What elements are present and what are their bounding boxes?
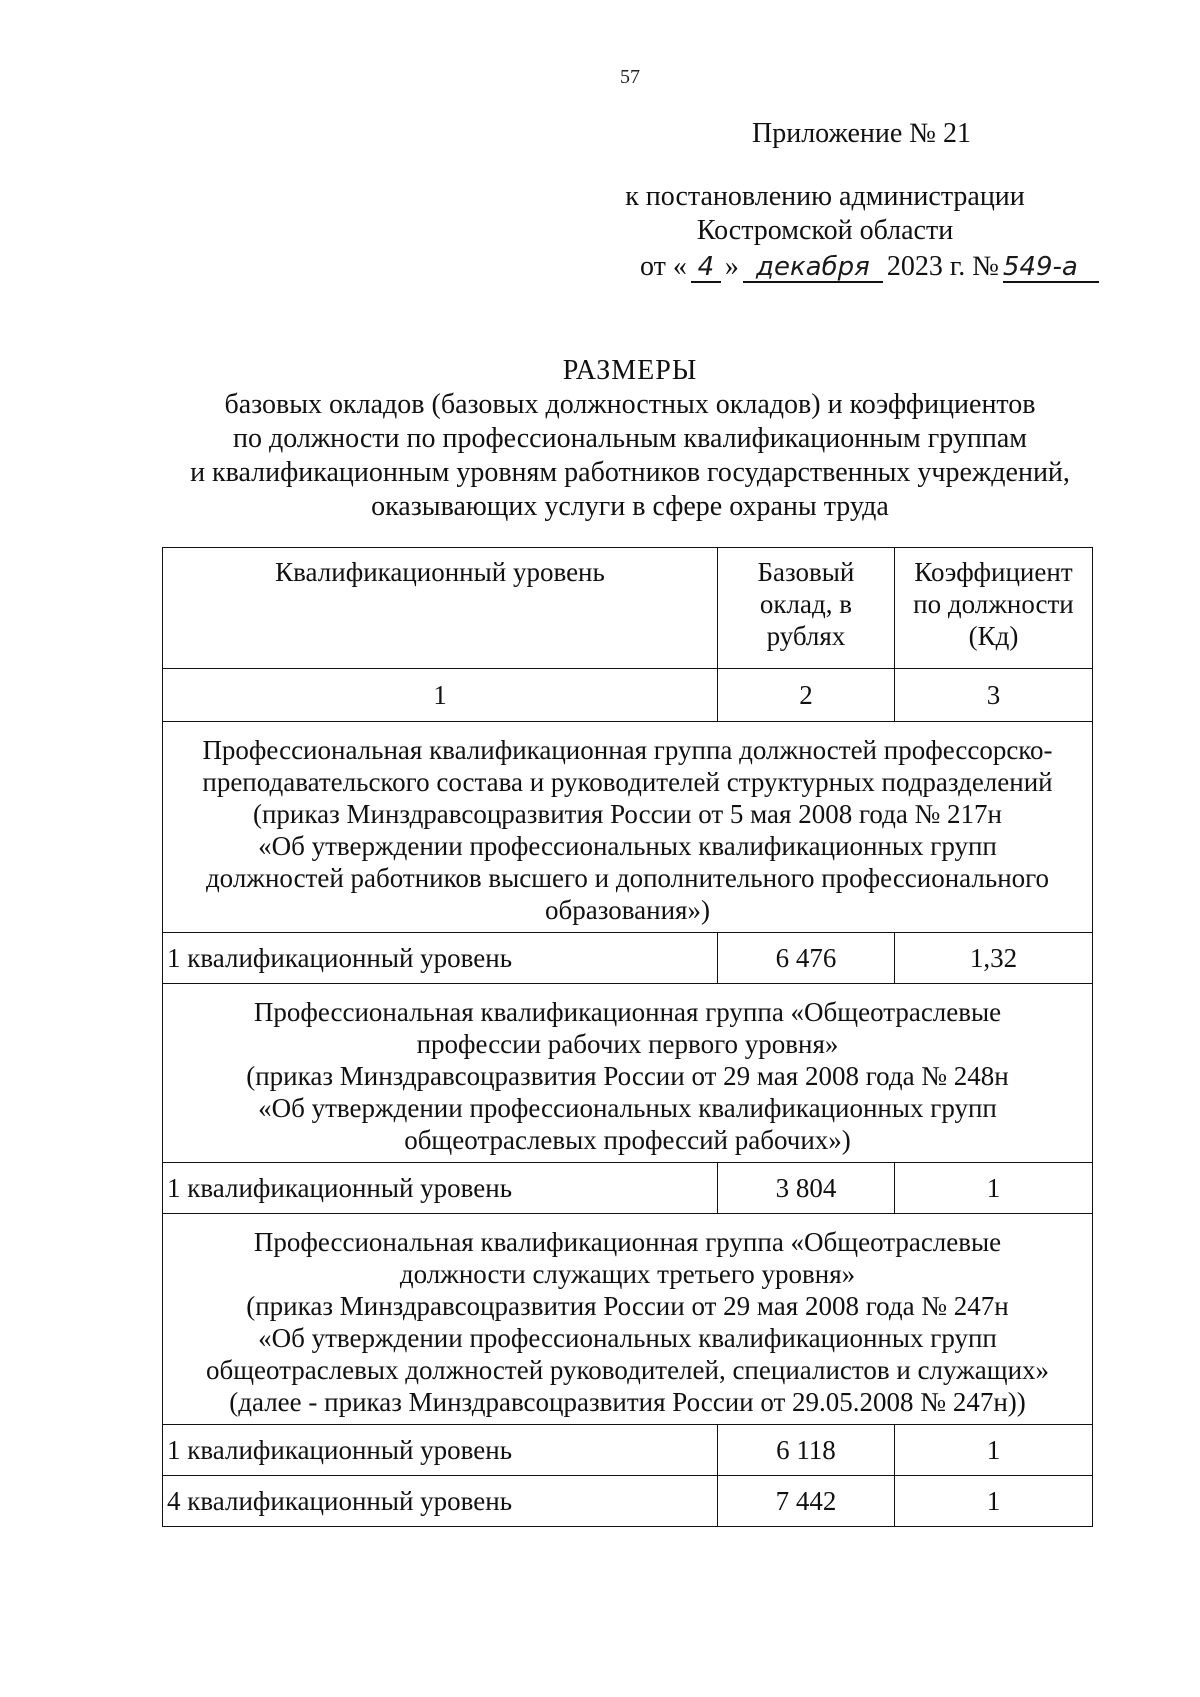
date-year: 2023 г. №: [886, 251, 999, 282]
subtitle-line: и квалификационным уровням работников государственных учреждений,: [190, 457, 1070, 488]
position-coefficient: 1,32: [894, 933, 1092, 984]
table-row: [163, 1476, 1093, 1527]
header-salary-line: рублях: [766, 621, 846, 651]
base-salary: 7 442: [717, 1476, 894, 1527]
header-level: Квалификационный уровень: [163, 548, 718, 669]
date-prefix: от «: [640, 251, 687, 282]
column-number-row: [163, 669, 1093, 722]
subtitle-line: базовых окладов (базовых должностных окладов) и коэффициентов: [224, 389, 1036, 420]
group-title-line: «Об утверждении профессиональных квалификационных групп: [258, 831, 997, 861]
group-title-line: образования»): [545, 895, 710, 925]
group-title-line: (приказ Минздравсоцразвития России от 29 мая 2008 года № 247н: [246, 1291, 1009, 1321]
group-row: [163, 722, 1093, 933]
qualification-level: 4 квалификационный уровень: [163, 1476, 718, 1527]
appendix-title: Приложение № 21: [752, 118, 971, 149]
group-title: [163, 1214, 1093, 1425]
position-coefficient: 1: [894, 1425, 1092, 1476]
group-title-line: (приказ Минздравсоцразвития России от 29 мая 2008 года № 248н: [246, 1061, 1009, 1091]
table-row: [163, 1425, 1093, 1476]
group-title-line: общеотраслевых профессий рабочих»): [404, 1125, 851, 1155]
column-number: 2: [717, 669, 894, 722]
qualification-level: 1 квалификационный уровень: [163, 1163, 718, 1214]
group-title: [163, 984, 1093, 1163]
document-subtitle: [160, 388, 1100, 524]
header-coefficient: [894, 548, 1092, 669]
column-number: 3: [894, 669, 1092, 722]
handwritten-month: декабря: [743, 253, 883, 283]
group-title: [163, 722, 1093, 933]
group-row: [163, 984, 1093, 1163]
subtitle-line: оказывающих услуги в сфере охраны труда: [371, 491, 889, 522]
base-salary: 6 476: [717, 933, 894, 984]
header-coef-line: по должности: [913, 589, 1074, 619]
group-title-line: Профессиональная квалификационная группа «Общеотраслевые: [253, 1227, 1002, 1257]
group-title-line: общеотраслевых должностей руководителей, специалистов и служащих»: [205, 1355, 1050, 1385]
header-salary-line: оклад, в: [759, 589, 852, 619]
column-number: 1: [163, 669, 718, 722]
base-salary: 3 804: [717, 1163, 894, 1214]
group-title-line: преподавательского состава и руководителей структурных подразделений: [202, 767, 1053, 797]
group-title-line: Профессиональная квалификационная группа «Общеотраслевые: [253, 997, 1002, 1027]
resolution-date: [640, 251, 1099, 283]
table-row: [163, 1163, 1093, 1214]
resolution-line: Костромской области: [696, 215, 954, 246]
table-header-row: [163, 548, 1093, 669]
position-coefficient: 1: [894, 1163, 1092, 1214]
header-salary-line: Базовый: [757, 557, 855, 587]
resolution-reference: [580, 180, 1070, 248]
qualification-level: 1 квалификационный уровень: [163, 1425, 718, 1476]
handwritten-doc-number: 549-а: [1003, 253, 1099, 283]
group-title-line: должности служащих третьего уровня»: [399, 1259, 856, 1289]
group-title-line: «Об утверждении профессиональных квалификационных групп: [258, 1093, 997, 1123]
resolution-line: к постановлению администрации: [625, 181, 1025, 212]
qualification-level: 1 квалификационный уровень: [163, 933, 718, 984]
document-title: РАЗМЕРЫ: [562, 355, 698, 386]
subtitle-line: по должности по профессиональным квалификационным группам: [232, 423, 1028, 454]
header-coef-line: Коэффициент: [914, 557, 1073, 587]
base-salary: 6 118: [717, 1425, 894, 1476]
group-title-line: профессии рабочих первого уровня»: [416, 1029, 839, 1059]
page-number: 57: [620, 66, 640, 88]
header-coef-line: (Кд): [968, 621, 1019, 651]
header-salary: [717, 548, 894, 669]
salary-table: [162, 547, 1093, 1527]
group-row: [163, 1214, 1093, 1425]
date-mid: »: [724, 251, 739, 282]
group-title-line: должностей работников высшего и дополнительного профессионального: [205, 863, 1050, 893]
group-title-line: (далее - приказ Минздравсоцразвития России от 29.05.2008 № 247н)): [229, 1387, 1026, 1417]
position-coefficient: 1: [894, 1476, 1092, 1527]
group-title-line: Профессиональная квалификационная группа должностей профессорско-: [202, 735, 1053, 765]
group-title-line: «Об утверждении профессиональных квалификационных групп: [258, 1323, 997, 1353]
table-row: [163, 933, 1093, 984]
handwritten-day: 4: [691, 253, 721, 283]
group-title-line: (приказ Минздравсоцразвития России от 5 мая 2008 года № 217н: [252, 799, 1003, 829]
